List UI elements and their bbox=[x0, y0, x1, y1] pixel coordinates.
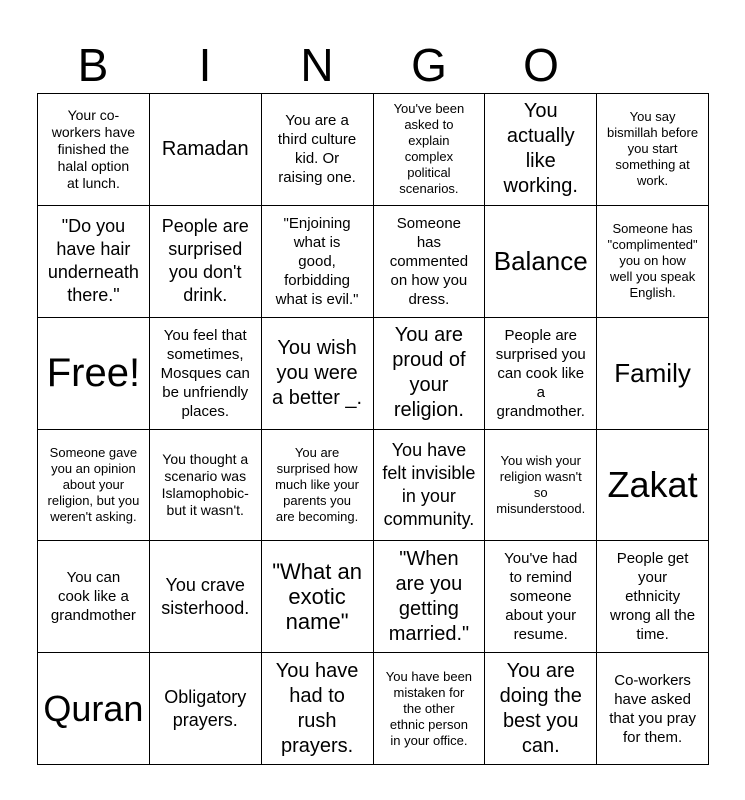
cell-text: You are proud of your religion. bbox=[392, 324, 466, 422]
bingo-cell-r1-c2[interactable] bbox=[262, 206, 374, 318]
cell-text: You are doing the best you can. bbox=[499, 659, 582, 757]
cell-text: You are surprised how much like your parents you are becoming. bbox=[275, 444, 359, 524]
bingo-cell-r2-c5[interactable] bbox=[597, 318, 709, 430]
bingo-cell-r2-c3[interactable] bbox=[374, 318, 486, 430]
cell-text: You say bismillah before you start something at work. bbox=[607, 109, 699, 189]
cell-text: You wish your religion wasn't so misunderstood. bbox=[496, 452, 586, 516]
cell-text: "Enjoining what is good, forbidding what is evil." bbox=[275, 214, 359, 308]
cell-text: Free! bbox=[46, 351, 141, 396]
cell-text: You thought a scenario was Islamophobic- but it wasn't. bbox=[161, 450, 249, 518]
cell-text: You wish you were a better _. bbox=[272, 336, 363, 409]
cell-text: Someone gave you an opinion about your religion, but you weren't asking. bbox=[47, 444, 140, 524]
bingo-cell-r0-c5[interactable] bbox=[597, 94, 709, 206]
cell-text: You feel that sometimes, Mosques can be unfriendly places. bbox=[160, 326, 250, 420]
bingo-cell-r0-c1[interactable] bbox=[150, 94, 262, 206]
bingo-cell-r5-c3[interactable] bbox=[374, 653, 486, 765]
cell-text: Someone has commented on how you dress. bbox=[389, 214, 469, 308]
bingo-cell-r5-c4[interactable] bbox=[485, 653, 597, 765]
bingo-cell-r1-c5[interactable] bbox=[597, 206, 709, 318]
cell-text: Zakat bbox=[607, 463, 698, 505]
header-letter-g: G bbox=[411, 39, 447, 91]
cell-text: You can cook like a grandmother bbox=[50, 569, 136, 625]
bingo-cell-r5-c1[interactable] bbox=[150, 653, 262, 765]
bingo-cell-r3-c0[interactable] bbox=[38, 430, 150, 542]
bingo-cell-r3-c4[interactable] bbox=[485, 430, 597, 542]
bingo-cell-r0-c4[interactable] bbox=[485, 94, 597, 206]
cell-text: "What an exotic name" bbox=[272, 559, 362, 635]
bingo-cell-r2-c0[interactable] bbox=[38, 318, 150, 430]
cell-text: You have had to rush prayers. bbox=[275, 659, 359, 757]
cell-text: Quran bbox=[43, 687, 144, 729]
cell-text: Someone has "complimented" you on how well you speak English. bbox=[607, 221, 698, 301]
cell-text: You've had to remind someone about your resume. bbox=[504, 550, 578, 644]
bingo-cell-r4-c5[interactable] bbox=[597, 541, 709, 653]
cell-text: Co-workers have asked that you pray for them. bbox=[609, 671, 696, 746]
bingo-cell-r2-c1[interactable] bbox=[150, 318, 262, 430]
bingo-cell-r3-c2[interactable] bbox=[262, 430, 374, 542]
cell-text: You crave sisterhood. bbox=[161, 574, 250, 618]
bingo-cell-r4-c1[interactable] bbox=[150, 541, 262, 653]
bingo-grid bbox=[37, 93, 709, 765]
cell-text: People get your ethnicity wrong all the time. bbox=[610, 550, 696, 644]
bingo-cell-r3-c3[interactable] bbox=[374, 430, 486, 542]
bingo-cell-r0-c2[interactable] bbox=[262, 94, 374, 206]
header-letter-i: I bbox=[198, 39, 212, 91]
bingo-cell-r2-c4[interactable] bbox=[485, 318, 597, 430]
bingo-cell-r4-c2[interactable] bbox=[262, 541, 374, 653]
cell-text: You have felt invisible in your community. bbox=[382, 439, 476, 529]
bingo-cell-r5-c0[interactable] bbox=[38, 653, 150, 765]
cell-text: You've been asked to explain complex political scenarios. bbox=[393, 101, 465, 197]
cell-text: You are a third culture kid. Or raising one. bbox=[277, 112, 357, 187]
bingo-cell-r1-c0[interactable] bbox=[38, 206, 150, 318]
bingo-cell-r4-c3[interactable] bbox=[374, 541, 486, 653]
bingo-cell-r4-c0[interactable] bbox=[38, 541, 150, 653]
cell-text: Obligatory prayers. bbox=[164, 686, 247, 730]
bingo-cell-r0-c0[interactable] bbox=[38, 94, 150, 206]
bingo-cell-r1-c4[interactable] bbox=[485, 206, 597, 318]
bingo-header bbox=[37, 36, 709, 94]
bingo-cell-r2-c2[interactable] bbox=[262, 318, 374, 430]
bingo-cell-r3-c1[interactable] bbox=[150, 430, 262, 542]
cell-text: "When are you getting married." bbox=[388, 547, 470, 645]
bingo-cell-r5-c2[interactable] bbox=[262, 653, 374, 765]
cell-text: Your co- workers have finished the halal option at lunch. bbox=[51, 106, 136, 191]
header-letter-o: O bbox=[523, 39, 559, 91]
cell-text: People are surprised you can cook like a grandmother. bbox=[495, 326, 586, 420]
cell-text: Family bbox=[614, 358, 691, 389]
bingo-cell-r5-c5[interactable] bbox=[597, 653, 709, 765]
cell-text: Ramadan bbox=[161, 137, 249, 160]
bingo-cell-r4-c4[interactable] bbox=[485, 541, 597, 653]
header-letter-n: N bbox=[300, 39, 334, 91]
bingo-cell-r0-c3[interactable] bbox=[374, 94, 486, 206]
cell-text: You actually like working. bbox=[503, 100, 578, 198]
header-letter-b: B bbox=[77, 39, 109, 91]
bingo-cell-r1-c1[interactable] bbox=[150, 206, 262, 318]
bingo-cell-r1-c3[interactable] bbox=[374, 206, 486, 318]
bingo-cell-r3-c5[interactable] bbox=[597, 430, 709, 542]
cell-text: Balance bbox=[493, 246, 588, 277]
cell-text: People are surprised you don't drink. bbox=[161, 216, 249, 306]
cell-text: "Do you have hair underneath there." bbox=[47, 216, 139, 306]
cell-text: You have been mistaken for the other ethnic person in your office. bbox=[385, 668, 473, 748]
